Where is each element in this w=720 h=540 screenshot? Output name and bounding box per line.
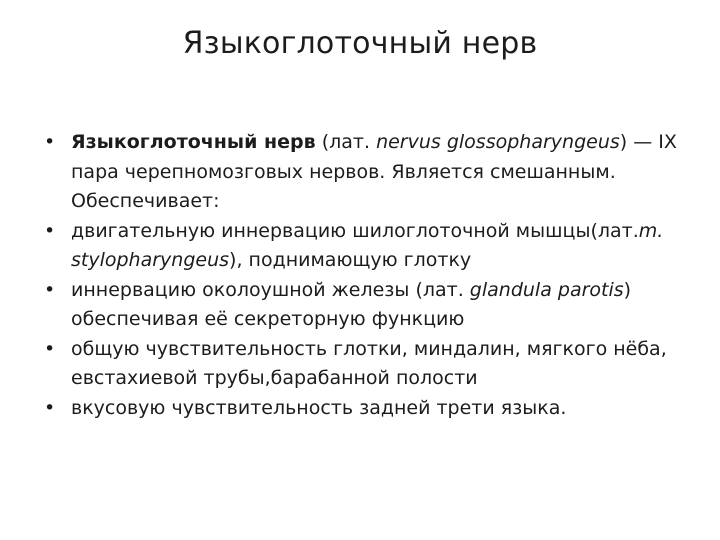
parotid-text-part: ) обеспечивая её секреторную функцию: [71, 278, 632, 330]
bullet-icon: •: [44, 337, 56, 360]
latin-name: nervus glossopharyngeus: [376, 131, 620, 153]
latin-name: m. stylopharyngeus: [71, 219, 664, 271]
bullet-icon: •: [44, 278, 56, 301]
slide-title: Языкоглоточный нерв: [182, 26, 538, 61]
bullet-item-definition: [44, 128, 684, 217]
definition-text-part: (лат.: [315, 131, 377, 153]
parotid-text-part: иннервацию околоушной железы (лат.: [71, 278, 470, 301]
bullet-icon: •: [44, 131, 56, 153]
nerve-term: Языкоглоточный нерв: [71, 131, 316, 153]
bullet-item-sensory: [44, 335, 684, 394]
taste-text: вкусовую чувствительность задней трети языка.: [71, 396, 567, 419]
latin-name: glandula parotis: [469, 278, 624, 301]
bullet-item-taste: [44, 394, 684, 424]
bullet-list: [44, 128, 684, 423]
sensory-text: общую чувствительность глотки, миндалин, мягкого нёба, евстахиевой трубы,барабанной полости: [71, 337, 667, 389]
motor-text-part: двигательную иннервацию шилоглоточной мышцы(лат.: [71, 219, 639, 242]
definition-text-part: ) — IX пара черепномозговых нервов. Является смешанным. Обеспечивает:: [71, 131, 677, 212]
bullet-item-motor: [44, 217, 684, 276]
bullet-icon: •: [44, 219, 56, 242]
motor-text-part: ), поднимающую глотку: [229, 249, 472, 271]
bullet-item-parotid: [44, 276, 684, 335]
bullet-icon: •: [44, 396, 56, 419]
